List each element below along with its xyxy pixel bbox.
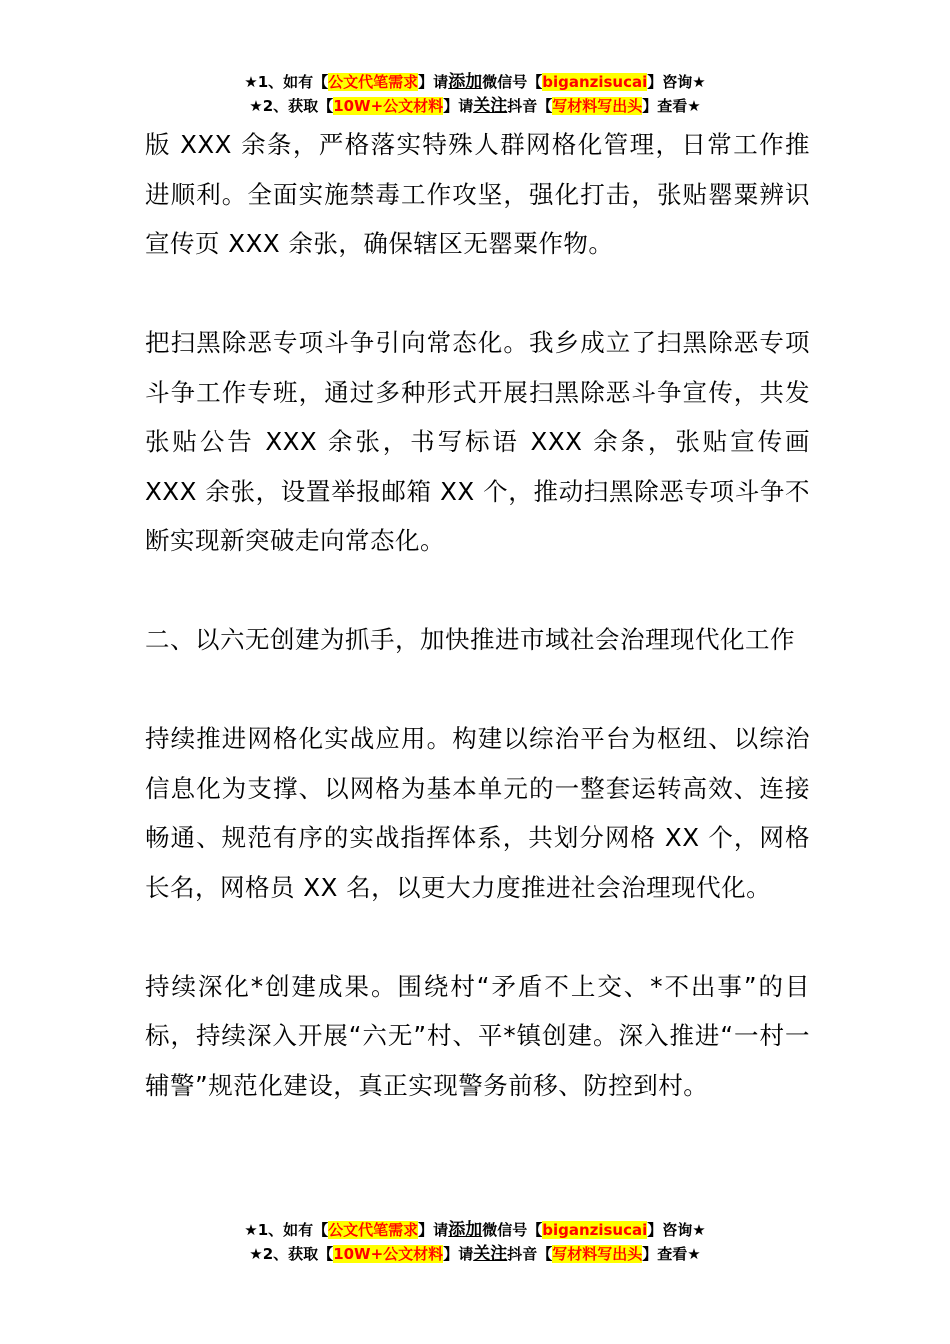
banner-highlight: 10W+公文材料 (333, 97, 444, 115)
banner-underlined: 添加 (448, 72, 483, 92)
paragraph: 版 XXX 余条，严格落实特殊人群网格化管理，日常工作推进顺利。全面实施禁毒工作攻坚，强化打击，张贴罂粟辨识宣传页 XXX 余张，确保辖区无罂粟作物。 (145, 130, 810, 258)
banner-line-2 (0, 94, 950, 118)
footer-banner (0, 1218, 950, 1266)
banner-text: 】请 (418, 73, 449, 91)
banner-highlight: 公文代笔需求 (328, 1221, 419, 1239)
banner-highlight: 10W+公文材料 (333, 1245, 444, 1263)
banner-text: 】咨询★ (647, 1221, 706, 1239)
paragraph: 持续推进网格化实战应用。构建以综治平台为枢纽、以综治信息化为支撑、以网格为基本单元的一整套运转高效、连接畅通、规范有序的实战指挥体系，共划分网格 XX 个，网格长名，网格员 XX 名，以更大力度推进社会治理现代化。 (145, 724, 810, 902)
banner-underlined: 关注 (473, 96, 508, 116)
banner-highlight: 公文代笔需求 (328, 73, 419, 91)
paragraph: 把扫黑除恶专项斗争引向常态化。我乡成立了扫黑除恶专项斗争工作专班，通过多种形式开展扫黑除恶斗争宣传，共发张贴公告 XXX 余张，书写标语 XXX 余条，张贴宣传画 XXX 余张，设置举报邮箱 XX 个，推动扫黑除恶专项斗争不断实现新突破走向常态化。 (145, 328, 810, 555)
header-banner (0, 70, 950, 118)
banner-text: 微信号【 (482, 1221, 543, 1239)
banner-text: 抖音【 (507, 97, 553, 115)
banner-line-1 (0, 70, 950, 94)
banner-text: ★2、获取【 (249, 1245, 334, 1263)
banner-underlined: 关注 (473, 1244, 508, 1264)
document-body (145, 120, 810, 1110)
banner-line-1 (0, 1218, 950, 1242)
banner-text: ★2、获取【 (249, 97, 334, 115)
banner-text: 】请 (443, 97, 474, 115)
banner-highlight-douyin: 写材料写出头 (552, 1245, 643, 1263)
paragraph: 持续深化*创建成果。围绕村“矛盾不上交、*不出事”的目标，持续深入开展“六无”村、平*镇创建。深入推进“一村一辅警”规范化建设，真正实现警务前移、防控到村。 (145, 971, 810, 1100)
banner-text: ★1、如有【 (244, 1221, 329, 1239)
banner-text: 】请 (418, 1221, 449, 1239)
banner-text: ★1、如有【 (244, 73, 329, 91)
banner-text: 】查看★ (642, 1245, 701, 1263)
banner-line-2 (0, 1242, 950, 1266)
banner-highlight-wechat: biganzisucai (542, 73, 648, 91)
banner-text: 】咨询★ (647, 73, 706, 91)
banner-text: 】查看★ (642, 97, 701, 115)
banner-text: 】请 (443, 1245, 474, 1263)
banner-highlight-douyin: 写材料写出头 (552, 97, 643, 115)
section-heading: 二、以六无创建为抓手，加快推进市域社会治理现代化工作 (145, 625, 795, 654)
banner-underlined: 添加 (448, 1220, 483, 1240)
banner-text: 微信号【 (482, 73, 543, 91)
banner-highlight-wechat: biganzisucai (542, 1221, 648, 1239)
banner-text: 抖音【 (507, 1245, 553, 1263)
